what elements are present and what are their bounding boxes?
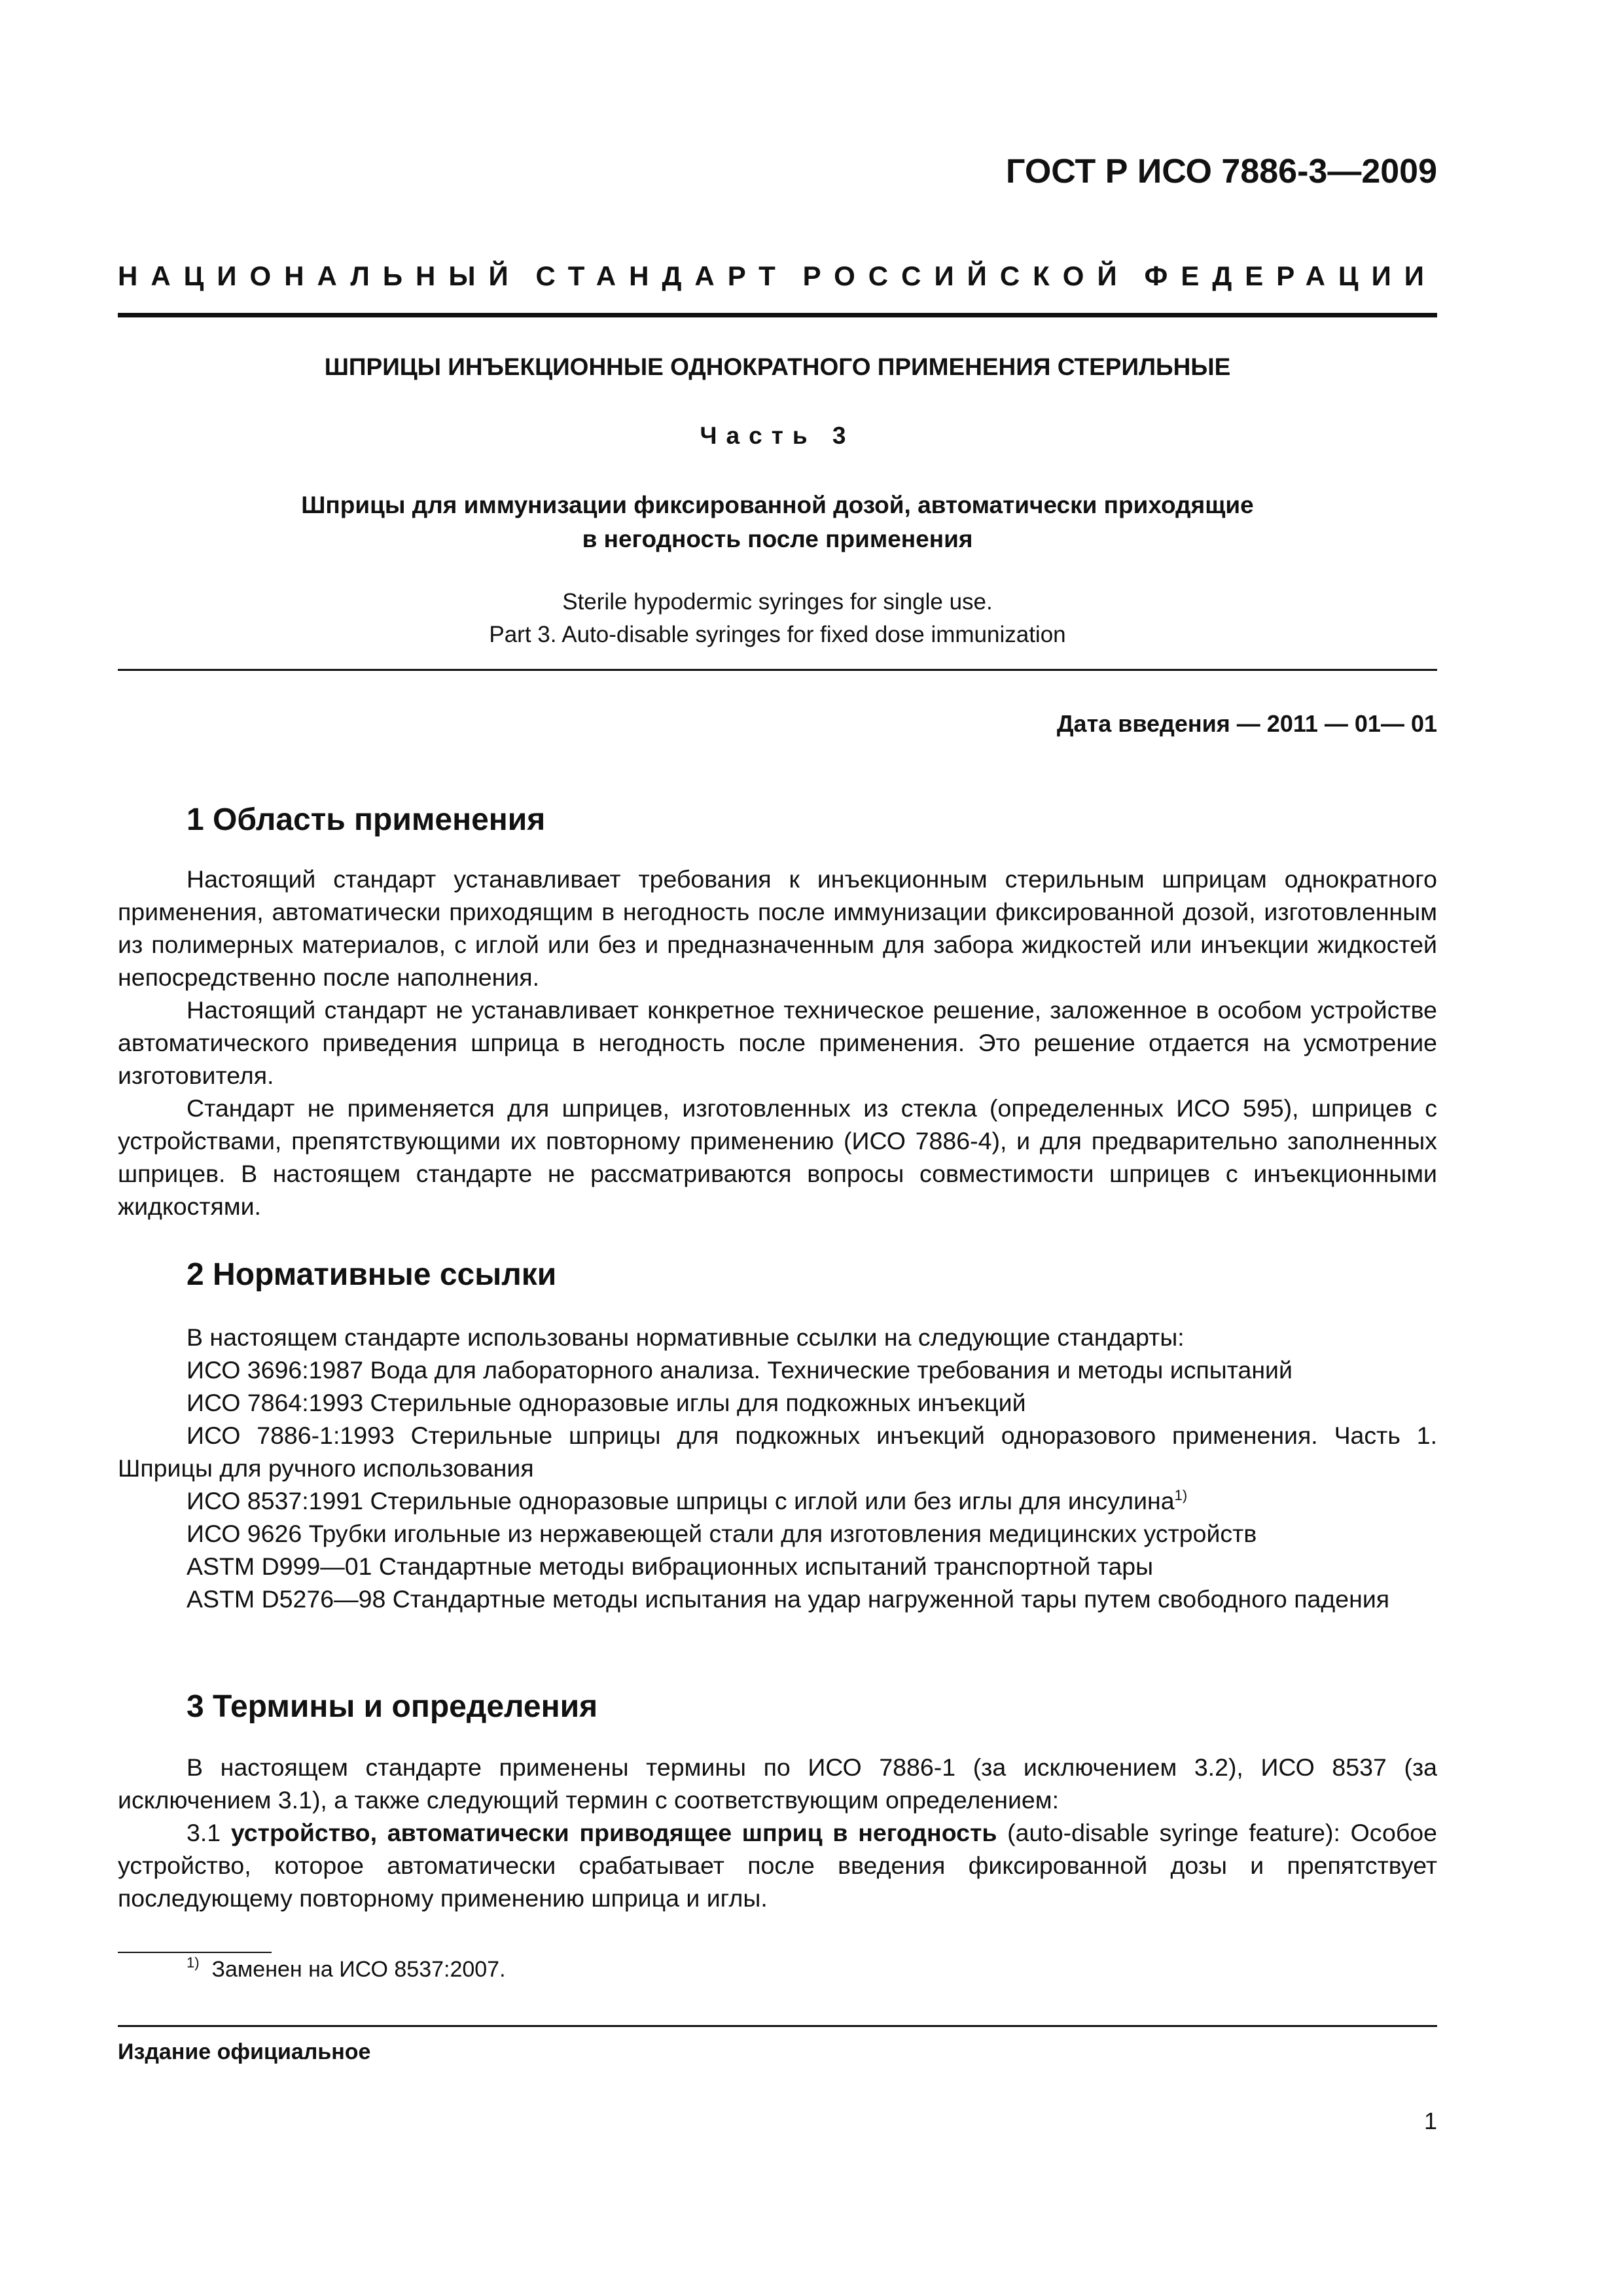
footnote-mark: 1) (1174, 1487, 1188, 1503)
section-body-terms (118, 1751, 1437, 1914)
standard-title: ШПРИЦЫ ИНЪЕКЦИОННЫЕ ОДНОКРАТНОГО ПРИМЕНЕНИЯ СТЕРИЛЬНЫЕ (324, 353, 1231, 380)
reference-item: ИСО 7886-1:1993 Стерильные шприцы для подкожных инъекций одноразового применения. Часть 1. Шприцы для ручного использования (118, 1422, 1437, 1482)
term-number: 3.1 (187, 1819, 221, 1846)
footer-rule (118, 2025, 1437, 2027)
official-edition-label: Издание официальное (118, 2039, 371, 2064)
term-definition (118, 1816, 1437, 1914)
footnote (187, 1954, 506, 1982)
banner-word: СТАНДАРТ (535, 260, 789, 291)
part-label: Часть 3 (700, 422, 855, 449)
reference-item: ИСО 3696:1987 Вода для лабораторного анализа. Технические требования и методы испытаний (187, 1356, 1293, 1384)
section-heading-references: 2 Нормативные ссылки (187, 1257, 557, 1292)
paragraph: В настоящем стандарте применены термины по ИСО 7886-1 (за исключением 3.2), ИСО 8537 (за исключением 3.1), а также следующий термин с соответствующим определением: (118, 1753, 1437, 1814)
document-number: ГОСТ Р ИСО 7886-3—2009 (1006, 152, 1437, 190)
term-text: (auto-disable syringe feature): Особое устройство, которое автоматически срабатывает после введения фиксированной дозы и препятствует последующему повторному применению шприца и иглы. (118, 1819, 1438, 1912)
footnote-mark: 1) (187, 1954, 200, 1971)
section-body-references (118, 1321, 1437, 1615)
english-title (118, 586, 1437, 651)
reference-item: ASTM D999—01 Стандартные методы вибрационных испытаний транспортной тары (187, 1552, 1154, 1580)
reference-item: ИСО 7864:1993 Стерильные одноразовые иглы для подкожных инъекций (187, 1389, 1026, 1416)
page-number: 1 (1423, 2108, 1437, 2134)
term-name: устройство, автоматически приводящее шприц в негодность (230, 1819, 997, 1846)
footnote-text: Заменен на ИСО 8537:2007. (211, 1957, 506, 1982)
national-standard-banner (118, 260, 1437, 292)
banner-word: РОССИЙСКОЙ (802, 260, 1130, 291)
subtitle-line: Шприцы для иммунизации фиксированной дозой, автоматически приходящие (301, 492, 1254, 518)
reference-item: ASTM D5276—98 Стандартные методы испытания на удар нагруженной тары путем свободного падения (187, 1585, 1390, 1613)
banner-word: НАЦИОНАЛЬНЫЙ (118, 260, 522, 291)
paragraph: В настоящем стандарте использованы нормативные ссылки на следующие стандарты: (187, 1323, 1185, 1351)
reference-item: ИСО 9626 Трубки игольные из нержавеющей стали для изготовления медицинских устройств (187, 1520, 1257, 1547)
english-title-line: Part 3. Auto-disable syringes for fixed dose immunization (489, 622, 1066, 647)
title-rule (118, 669, 1437, 671)
paragraph: Настоящий стандарт не устанавливает конкретное техническое решение, заложенное в особом устройстве автоматического приведения шприца в негодность после применения. Это решение отдается на усмотрение изготовителя. (118, 996, 1437, 1089)
paragraph: Настоящий стандарт устанавливает требования к инъекционным стерильным шприцам однократного применения, автоматически приходящим в негодность после иммунизации фиксированной дозой, изготовленным из полимерных материалов, с иглой или без и предназначенным для забора жидкостей или инъекции жидкостей непосредственно после наполнения. (118, 865, 1437, 991)
reference-text: ИСО 8537:1991 Стерильные одноразовые шприцы с иглой или без иглы для инсулина (187, 1487, 1175, 1515)
subtitle-line: в негодность после применения (582, 526, 973, 552)
banner-word: ФЕДЕРАЦИИ (1144, 260, 1437, 291)
english-title-line: Sterile hypodermic syringes for single use. (562, 589, 993, 615)
introduction-date: Дата введения — 2011 — 01— 01 (1056, 710, 1437, 737)
reference-item (118, 1484, 1437, 1517)
section-heading-terms: 3 Термины и определения (187, 1689, 598, 1724)
paragraph: Стандарт не применяется для шприцев, изготовленных из стекла (определенных ИСО 595), шприцев с устройствами, препятствующими их повторному применению (ИСО 7886-4), и для предварительно заполненных шприцев. В настоящем стандарте не рассматриваются вопросы совместимости шприцев с инъекционными жидкостями. (118, 1094, 1437, 1220)
footnote-rule (118, 1952, 272, 1953)
header-rule (118, 313, 1437, 317)
part-subtitle (118, 488, 1437, 556)
section-heading-scope: 1 Область применения (187, 802, 546, 837)
section-body-scope (118, 863, 1437, 1223)
